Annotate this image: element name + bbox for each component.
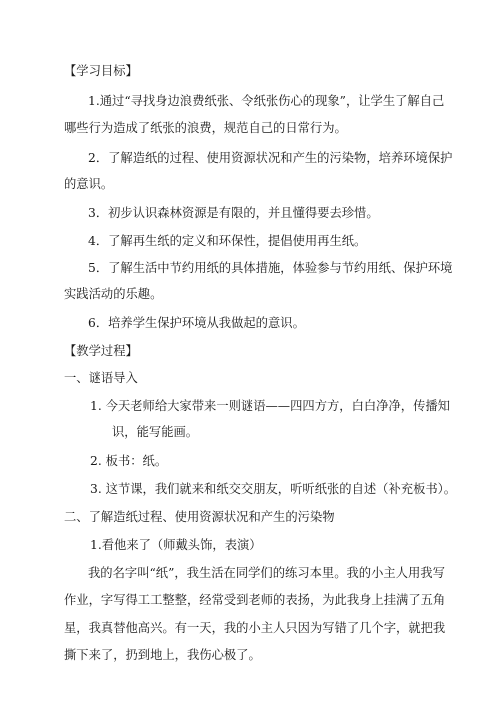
goal-2-line-2: 的意识。 xyxy=(64,177,114,191)
section-1-item-2: 2. 板书：纸。 xyxy=(90,454,168,468)
story-line-2: 作业，字写得工工整整，经常受到老师的表扬，为此我身上挂满了五角 xyxy=(64,593,446,607)
heading-learning-goals: 【学习目标】 xyxy=(64,64,138,78)
story-line-4: 撕下来了，扔到地上，我伤心极了。 xyxy=(64,648,261,662)
goal-1-line-2: 哪些行为造成了纸张的浪费，规范自己的日常行为。 xyxy=(64,121,347,135)
story-line-3: 星，我真替他高兴。有一天，我的小主人只因为写错了几个字，就把我 xyxy=(64,621,446,635)
goal-1-line-1: 1.通过“寻找身边浪费纸张、令纸张伤心的现象”，让学生了解自己 xyxy=(88,94,445,108)
section-2-title: 二、了解造纸过程、使用资源状况和产生的污染物 xyxy=(64,510,335,524)
goal-5-line-2: 实践活动的乐趣。 xyxy=(64,287,163,301)
goal-2-line-1: 2．了解造纸的过程、使用资源状况和产生的污染物，培养环境保护 xyxy=(88,151,453,165)
section-1-item-1-line-2: 识，能写能画。 xyxy=(112,425,199,439)
section-1-item-1-line-1: 1. 今天老师给大家带来一则谜语——四四方方，白白净净，传播知 xyxy=(90,399,450,413)
section-1-title: 一、谜语导入 xyxy=(64,371,138,385)
story-line-1: 我的名字叫“纸”，我生活在同学们的练习本里。我的小主人用我写 xyxy=(88,566,445,580)
goal-4: 4．了解再生纸的定义和环保性，提倡使用再生纸。 xyxy=(88,234,367,248)
goal-5-line-1: 5．了解生活中节约用纸的具体措施，体验参与节约用纸、保护环境 xyxy=(88,261,453,275)
heading-teaching-process: 【教学过程】 xyxy=(64,344,138,358)
goal-3: 3．初步认识森林资源是有限的，并且懂得要去珍惜。 xyxy=(88,206,379,220)
section-2-item-1: 1.看他来了（师戴头饰，表演） xyxy=(90,538,262,552)
goal-6: 6．培养学生保护环境从我做起的意识。 xyxy=(88,316,305,330)
section-1-item-3: 3. 这节课，我们就来和纸交交朋友，听听纸张的自述（补充板书）。 xyxy=(90,482,457,496)
